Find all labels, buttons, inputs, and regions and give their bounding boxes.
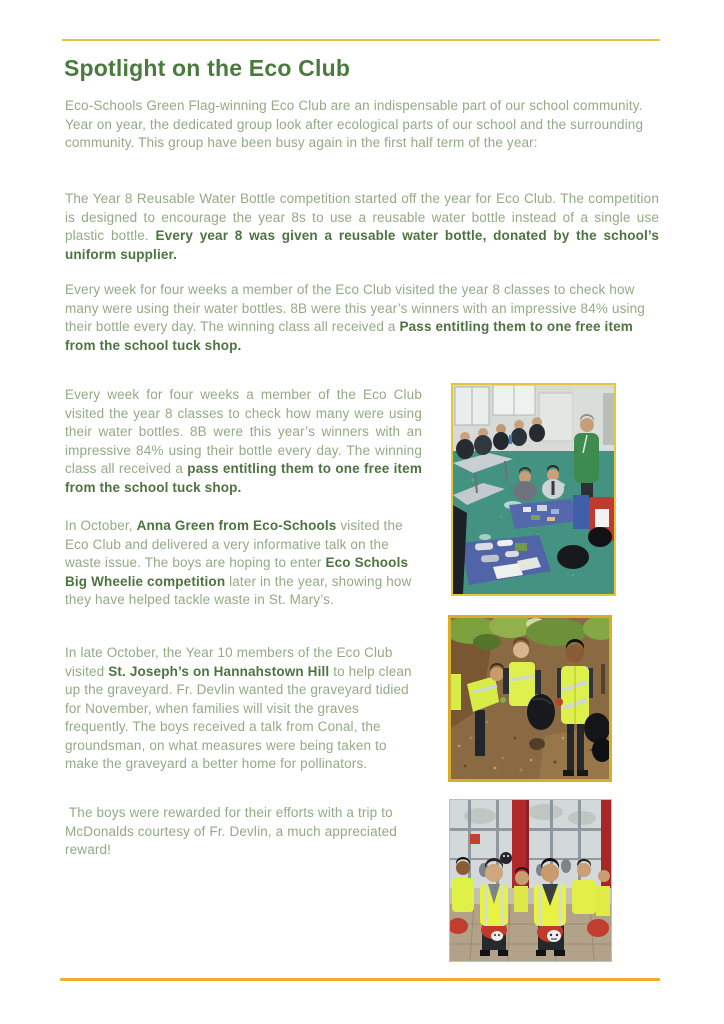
text-run: later in the year, showing how they have helped tackle waste in St. Mary’s. — [65, 573, 412, 607]
intro-paragraph — [65, 97, 657, 153]
graveyard-cleanup-paragraph — [65, 644, 422, 774]
october-visit-paragraph — [65, 517, 422, 610]
text-run: In October, — [65, 518, 137, 533]
text-run: Every week for four weeks a member of the Eco Club visited the year 8 classes to check how many were using their water bottles. 8B were this year’s winners with an impressive 84% using their bottle every day. The winning class all received a — [65, 282, 645, 334]
bold-text-run: Pass entitling them to one free item from the school tuck shop. — [65, 319, 633, 353]
bold-text-run: Every year 8 was given a reusable water bottle, donated by the school’s uniform supplier. — [65, 228, 659, 262]
graveyard-cleanup-photo — [448, 615, 612, 782]
bold-text-run: St. Joseph’s on Hannahstown Hill — [108, 663, 330, 679]
bold-text-run: Eco Schools Big Wheelie competition — [65, 555, 409, 589]
text-run: visited the Eco Club and delivered a very informative talk on the waste issue. The boys are hoping to enter — [65, 518, 403, 570]
text-run: to help clean up the graveyard. Fr. Devlin wanted the graveyard tidied for November, when families will visit the graves frequently. The boys received a talk from Conal, the groundsman, on what measures were being taken to make the graveyard a better home for pollinators. — [65, 663, 412, 771]
text-run: Every week for four weeks a member of the Eco Club visited the year 8 classes to check how many were using their water bottles. 8B were this year’s winners with an impressive 84% using their bottle every day. The winning class all received a — [65, 387, 422, 476]
mcdonalds-reward-paragraph — [65, 804, 422, 860]
top-divider-rule — [62, 39, 660, 41]
mcdonalds-trip-photo — [449, 799, 612, 962]
bottle-competition-paragraph — [65, 190, 659, 264]
bottom-divider-rule — [60, 978, 660, 981]
bold-text-run: pass entitling them to one free item from the school tuck shop. — [65, 461, 422, 495]
text-run: The Year 8 Reusable Water Bottle competition started off the year for Eco Club. The competition is designed to encourage the year 8s to use a reusable water bottle instead of a single use plastic bottle. — [65, 191, 659, 243]
weekly-check-paragraph — [65, 281, 659, 355]
text-run: In late October, the Year 10 members of the Eco Club visited — [65, 645, 393, 679]
text-run: The boys were rewarded for their efforts with a trip to McDonalds courtesy of Fr. Devlin, a much appreciated reward! — [65, 805, 401, 857]
classroom-waste-audit-photo — [451, 383, 616, 596]
text-run: Eco-Schools Green Flag-winning Eco Club are an indispensable part of our school community. Year on year, the dedicated group look after ecological parts of our school and the surrounding community. This group have been busy again in the first half term of the year: — [65, 98, 644, 150]
bold-text-run: Anna Green from Eco-Schools — [136, 518, 337, 533]
page-title: Spotlight on the Eco Club — [64, 55, 351, 81]
weekly-check-column-paragraph — [65, 386, 422, 497]
